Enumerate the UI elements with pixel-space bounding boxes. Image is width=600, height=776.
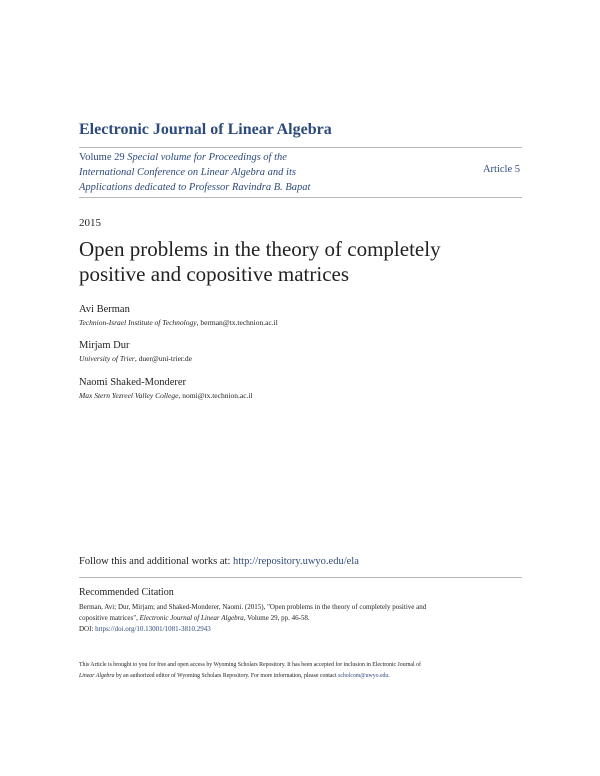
citation-line2-pre: copositive matrices", (79, 614, 140, 622)
follow-text: Follow this and additional works at: (79, 556, 233, 567)
citation-text (79, 602, 519, 635)
divider-top (79, 147, 522, 148)
notice-line2: by an authorized editor of Wyoming Scholars Repository. For more information, please contact (114, 673, 339, 679)
volume-info[interactable] (79, 150, 379, 195)
volume-number: Volume 29 (79, 152, 128, 163)
contact-email-link[interactable]: scholcom@uwyo.edu (338, 673, 389, 679)
citation-line1: Berman, Avi; Dur, Mirjam; and Shaked-Monderer, Naomi. (2015), "Open problems in the theory of completely positive and (79, 603, 427, 611)
author-email: , berman@tx.technion.ac.il (196, 318, 278, 327)
volume-special-line2: International Conference on Linear Algebra and its (79, 167, 296, 178)
citation-line2-post: , Volume 29, pp. 46-58. (243, 614, 310, 622)
divider-bottom (79, 577, 522, 578)
author-affiliation (79, 318, 278, 327)
affiliation-institution: Technion-Israel Institute of Technology (79, 318, 197, 327)
author-affiliation (79, 391, 253, 400)
follow-works (79, 556, 359, 567)
doi-link[interactable]: https://doi.org/10.13001/1081-3810.2943 (95, 625, 211, 633)
repository-link[interactable]: http://repository.uwyo.edu/ela (233, 556, 359, 567)
volume-special-line1: Special volume for Proceedings of the (127, 152, 287, 163)
paper-title-line1: Open problems in the theory of completely (79, 237, 441, 261)
citation-journal: Electronic Journal of Linear Algebra (139, 614, 244, 622)
divider-middle (79, 197, 522, 198)
affiliation-institution: University of Trier (79, 354, 135, 363)
article-number[interactable]: Article 5 (482, 164, 520, 175)
affiliation-institution: Max Stern Yezreel Valley College (79, 391, 179, 400)
journal-title[interactable]: Electronic Journal of Linear Algebra (79, 121, 332, 138)
notice-line1: This Article is brought to you for free and open access by Wyoming Scholars Repository. It has been accepted for inclusion in Electronic Journal of (79, 662, 421, 668)
access-notice (79, 660, 524, 682)
volume-special-line3: Applications dedicated to Professor Ravindra B. Bapat (79, 182, 311, 193)
author-name[interactable]: Avi Berman (79, 304, 130, 315)
paper-title-line2: positive and copositive matrices (79, 262, 350, 286)
author-email: , nomi@tx.technion.ac.il (178, 391, 253, 400)
notice-journal: Linear Algebra (79, 673, 115, 679)
notice-end: . (388, 673, 390, 679)
doi-label: DOI: (79, 625, 96, 633)
paper-title (79, 237, 519, 287)
publication-year: 2015 (79, 217, 101, 229)
author-name[interactable]: Naomi Shaked-Monderer (79, 377, 187, 388)
recommended-citation-heading: Recommended Citation (79, 587, 174, 598)
author-name[interactable]: Mirjam Dur (79, 340, 130, 351)
author-affiliation (79, 354, 192, 363)
author-email: , duer@uni-trier.de (134, 354, 192, 363)
